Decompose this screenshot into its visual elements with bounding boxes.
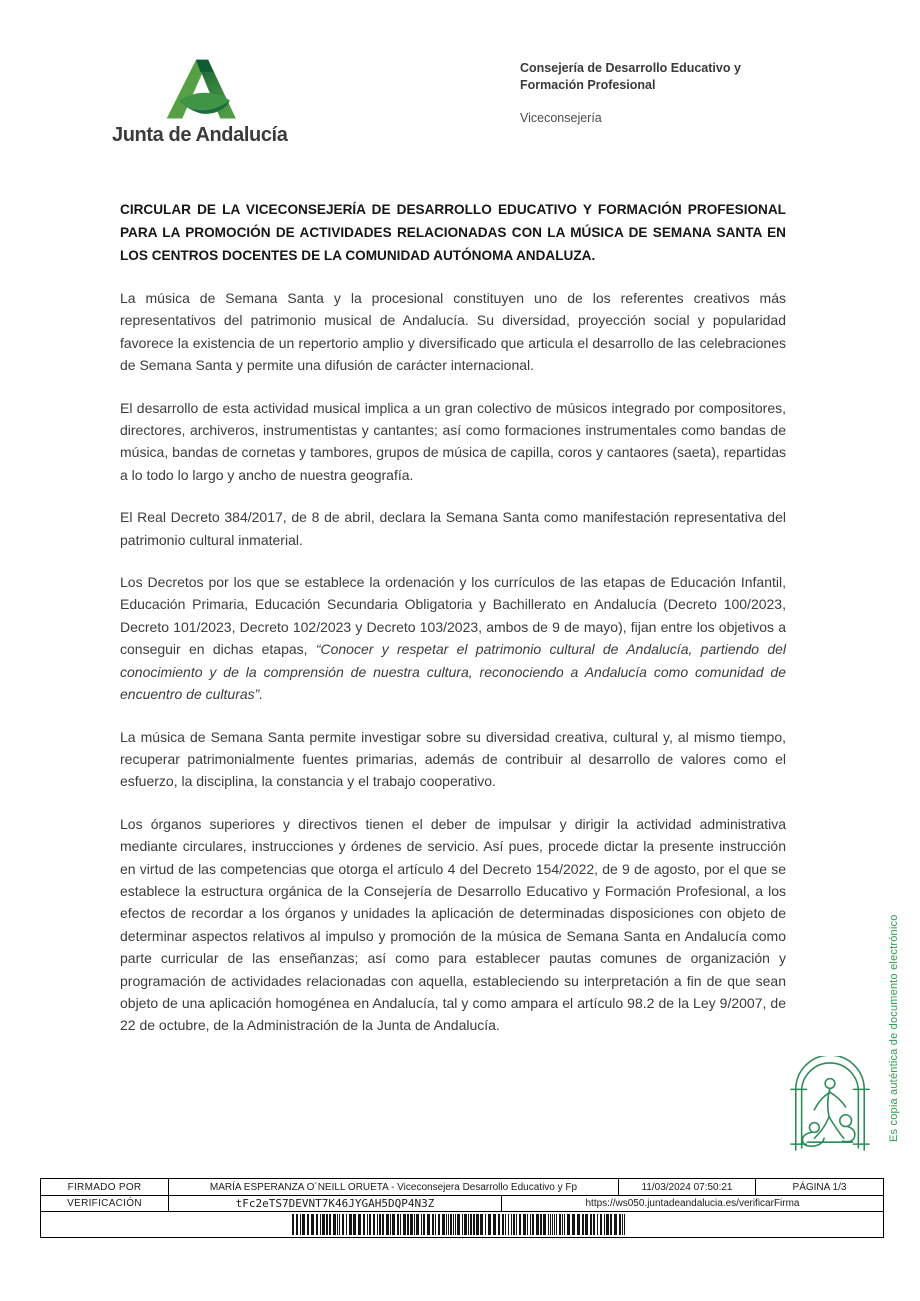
doc-paragraph: La música de Semana Santa permite investigar sobre su diversidad creativa, cultural y, al mismo tiempo, recuperar patrimonialmente fuentes primarias, además de contribuir al desarrollo de valores como el esfuerzo, la disciplina, la constancia y el trabajo cooperativo. [120, 728, 786, 790]
table-row [41, 1196, 883, 1212]
org-name: Consejería de Desarrollo Educativo y Formación Profesional [520, 61, 741, 92]
doc-paragraph: Los Decretos por los que se establece la ordenación y los currículos de las etapas de Educación Infantil, Educación Primaria, Educación Secundaria Obligatoria y Bachillerato en Andalucía (Decreto 100/2023, Decreto 101/2023, Decreto 102/2023 y Decreto 103/2023, ambos de 9 de mayo), fijan entre los objetivos a conseguir en dichas etapas, “Conocer y respetar el patrimonio cultural de Andalucía, partiendo del conocimiento y de la comprensión de nuestra cultura, reconociendo a Andalucía como comunidad de encuentro de culturas”. [120, 574, 787, 703]
document-title: CIRCULAR DE LA VICECONSEJERÍA DE DESARROLLO EDUCATIVO Y FORMACIÓN PROFESIONAL PARA LA PROMOCIÓN DE ACTIVIDADES RELACIONADAS CON LA MÚSICA DE SEMANA SANTA EN LOS CENTROS DOCENTES DE LA COMUNIDAD AUTÓNOMA ANDALUZA. [120, 202, 786, 263]
signed-datetime: 11/03/2024 07:50:21 [619, 1179, 756, 1195]
barcode [292, 1214, 632, 1235]
page-indicator: PÁGINA 1/3 [792, 1181, 847, 1193]
verification-url: https://ws050.juntadeandalucia.es/verificarFirma [585, 1198, 800, 1209]
verification-code: tFc2eTS7DEVNT7K46JYGAH5DQP4N3Z [169, 1196, 502, 1211]
table-row [41, 1179, 883, 1196]
signature-table [40, 1178, 884, 1238]
document-body [120, 198, 786, 1057]
doc-paragraph: La música de Semana Santa y la procesional constituyen uno de los referentes creativos más representativos del patrimonio musical de Andalucía. Su diversidad, proyección social y popularidad favorece la existencia de un repertorio amplio y diversificado que articula el desarrollo de las celebraciones de Semana Santa y permite una difusión de carácter internacional. [120, 290, 786, 374]
authenticity-side-note: Es copia auténtica de documento electrónico [888, 914, 900, 1142]
verification-label: VERIFICACIÓN [41, 1196, 169, 1211]
paragraphs-container [120, 287, 786, 1037]
org-unit: Viceconsejería [520, 111, 602, 125]
doc-paragraph: El Real Decreto 384/2017, de 8 de abril, declara la Semana Santa como manifestación representativa del patrimonio cultural inmaterial. [120, 509, 786, 548]
junta-andalucia-logo-icon [158, 58, 248, 122]
andalucia-coat-of-arms-icon [786, 1056, 874, 1154]
signed-by-label: FIRMADO POR [41, 1179, 169, 1195]
signed-by-value: MARÍA ESPERANZA O´NEILL ORUETA - Viceconsejera Desarrollo Educativo y Fp [169, 1179, 619, 1195]
doc-paragraph: Los órganos superiores y directivos tienen el deber de impulsar y dirigir la actividad administrativa mediante circulares, instrucciones y órdenes de servicio. Así pues, procede dictar la presente instrucción en virtud de las competencias que otorga el artículo 4 del Decreto 154/2022, de 9 de agosto, por el que se establece la estructura orgánica de la Consejería de Desarrollo Educativo y Formación Profesional, a los efectos de recordar a los órganos y unidades la aplicación de determinadas disposiciones con objeto de determinar aspectos relativos al impulso y promoción de la música de Semana Santa en Andalucía como parte curricular de las enseñanzas; así como para establecer pautas comunes de organización y programación de actividades relacionadas con aquella, estableciendo su interpretación a fin de que sean objeto de una aplicación homogénea en Andalucía, tal y como ampara el artículo 98.2 de la Ley 9/2007, de 22 de octubre, de la Administración de la Junta de Andalucía. [120, 815, 786, 1034]
logo-wordmark: Junta de Andalucía [112, 124, 288, 146]
header-org-block [520, 60, 805, 125]
doc-paragraph: El desarrollo de esta actividad musical implica a un gran colectivo de músicos integrado por compositores, directores, archiveros, instrumentistas y cantantes; así como formaciones instrumentales como bandas de música, bandas de cornetas y tambores, grupos de música de capilla, coros y cantaores (saeta), repartidas a lo todo lo largo y ancho de nuestra geografía. [120, 399, 786, 483]
barcode-row [41, 1212, 883, 1237]
